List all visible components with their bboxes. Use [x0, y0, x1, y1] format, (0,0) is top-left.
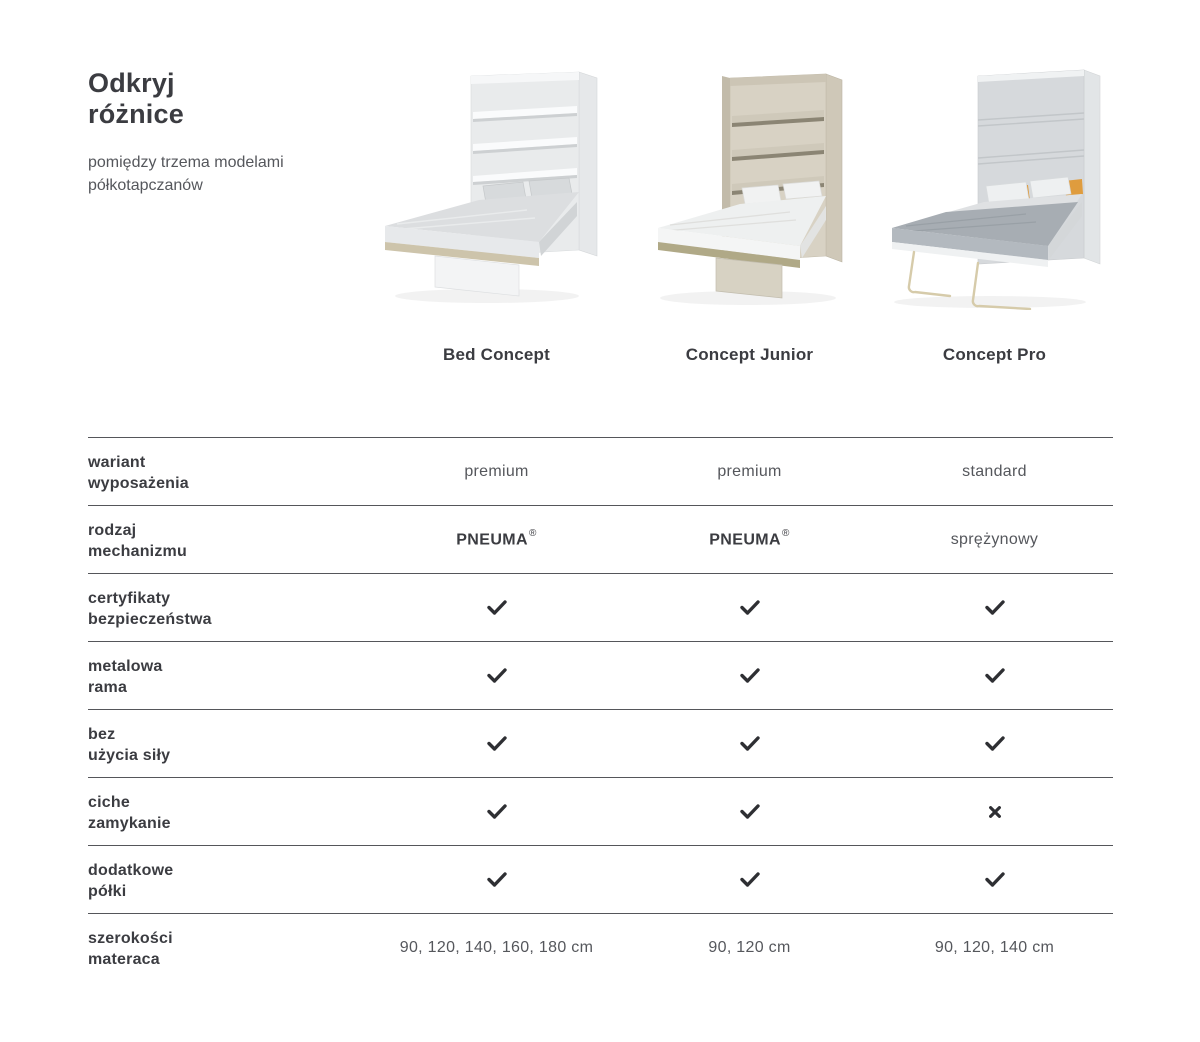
- row-label-line: dodatkowe: [88, 862, 174, 879]
- registered-trademark-icon: ®: [781, 527, 790, 539]
- row-value-concept-pro: [876, 914, 1113, 981]
- row-value-concept-junior: [623, 574, 876, 641]
- row-value-concept-pro: [876, 574, 1113, 641]
- row-value-bed-concept: [370, 846, 623, 913]
- check-icon: [739, 735, 761, 752]
- check-icon: [486, 735, 508, 752]
- row-label-line: półki: [88, 883, 127, 900]
- value-text: 90, 120, 140 cm: [934, 938, 1055, 956]
- brand-name: PNEUMA: [709, 531, 781, 549]
- row-label-line: zamykanie: [88, 815, 171, 832]
- check-icon: [984, 735, 1006, 752]
- row-label: [88, 778, 370, 845]
- row-value-concept-junior: [623, 710, 876, 777]
- page-title-line1: Odkryj: [88, 68, 175, 98]
- row-label: [88, 574, 370, 641]
- top-section: [0, 0, 1200, 366]
- value-text: premium: [464, 462, 529, 480]
- row-label: [88, 506, 370, 573]
- row-label-line: wyposażenia: [88, 475, 189, 492]
- row-value-concept-junior: [623, 438, 876, 505]
- table-row: [88, 845, 1113, 913]
- header-block: [88, 60, 370, 366]
- row-label: [88, 710, 370, 777]
- brand-name: PNEUMA: [456, 531, 528, 549]
- check-icon: [486, 871, 508, 888]
- table-row: [88, 913, 1113, 981]
- row-value-bed-concept: [370, 710, 623, 777]
- row-label-line: ciche: [88, 794, 130, 811]
- product-image-concept-junior-wallbed: [630, 60, 870, 310]
- page-subtitle-line1: pomiędzy trzema modelami: [88, 154, 284, 171]
- row-value-concept-pro: [876, 438, 1113, 505]
- row-label-line: metalowa: [88, 658, 163, 675]
- row-label-line: mechanizmu: [88, 543, 187, 560]
- row-value-concept-junior: [623, 642, 876, 709]
- row-label-line: rama: [88, 679, 128, 696]
- row-label-line: certyfikaty: [88, 590, 171, 607]
- row-value-concept-junior: [623, 914, 876, 981]
- check-icon: [739, 871, 761, 888]
- check-icon: [984, 871, 1006, 888]
- table-row: [88, 709, 1113, 777]
- row-value-bed-concept: [370, 914, 623, 981]
- row-label: [88, 846, 370, 913]
- brand-pneuma-label: [709, 527, 790, 549]
- check-icon: [984, 667, 1006, 684]
- check-icon: [984, 599, 1006, 616]
- page-title: [88, 68, 350, 130]
- row-value-concept-pro: [876, 778, 1113, 845]
- product-column-bed-concept: [370, 60, 623, 366]
- row-label-line: bezpieczeństwa: [88, 611, 212, 628]
- row-label-line: bez: [88, 726, 116, 743]
- row-value-concept-junior: [623, 778, 876, 845]
- row-value-concept-junior: [623, 506, 876, 573]
- row-value-concept-pro: [876, 846, 1113, 913]
- row-value-concept-pro: [876, 506, 1113, 573]
- registered-trademark-icon: ®: [528, 527, 537, 539]
- table-row: [88, 641, 1113, 709]
- product-name-concept-pro: Concept Pro: [942, 345, 1047, 364]
- table-row: [88, 777, 1113, 845]
- row-value-bed-concept: [370, 438, 623, 505]
- row-value-bed-concept: [370, 506, 623, 573]
- check-icon: [486, 599, 508, 616]
- table-row: [88, 505, 1113, 573]
- check-icon: [486, 803, 508, 820]
- product-column-concept-pro: [876, 60, 1113, 366]
- value-text: premium: [717, 462, 782, 480]
- table-row: [88, 573, 1113, 641]
- product-name-concept-junior: Concept Junior: [685, 345, 814, 364]
- page-title-line2: różnice: [88, 99, 184, 129]
- check-icon: [486, 667, 508, 684]
- check-icon: [739, 667, 761, 684]
- check-icon: [739, 599, 761, 616]
- value-text: standard: [962, 462, 1027, 480]
- page-subtitle: [88, 151, 350, 197]
- table-row: [88, 437, 1113, 505]
- row-label-line: wariant: [88, 454, 146, 471]
- row-label-line: materaca: [88, 951, 160, 968]
- value-text: 90, 120 cm: [708, 938, 791, 956]
- row-value-concept-junior: [623, 846, 876, 913]
- brand-pneuma-label: [456, 527, 537, 549]
- row-value-concept-pro: [876, 642, 1113, 709]
- product-image-concept-pro-wallbed: [876, 60, 1116, 310]
- row-value-bed-concept: [370, 642, 623, 709]
- product-name-bed-concept: Bed Concept: [442, 345, 551, 364]
- row-label: [88, 438, 370, 505]
- comparison-table: [88, 437, 1113, 981]
- row-value-bed-concept: [370, 574, 623, 641]
- row-value-bed-concept: [370, 778, 623, 845]
- value-text: 90, 120, 140, 160, 180 cm: [399, 938, 594, 956]
- check-icon: [739, 803, 761, 820]
- page-subtitle-line2: półkotapczanów: [88, 177, 203, 194]
- row-label: [88, 914, 370, 981]
- row-value-concept-pro: [876, 710, 1113, 777]
- row-label-line: rodzaj: [88, 522, 137, 539]
- cross-icon: [988, 805, 1002, 819]
- row-label-line: użycia siły: [88, 747, 171, 764]
- row-label-line: szerokości: [88, 930, 173, 947]
- product-image-bed-concept-wallbed: [377, 60, 617, 310]
- value-text: sprężynowy: [950, 530, 1039, 548]
- row-label: [88, 642, 370, 709]
- product-column-concept-junior: [623, 60, 876, 366]
